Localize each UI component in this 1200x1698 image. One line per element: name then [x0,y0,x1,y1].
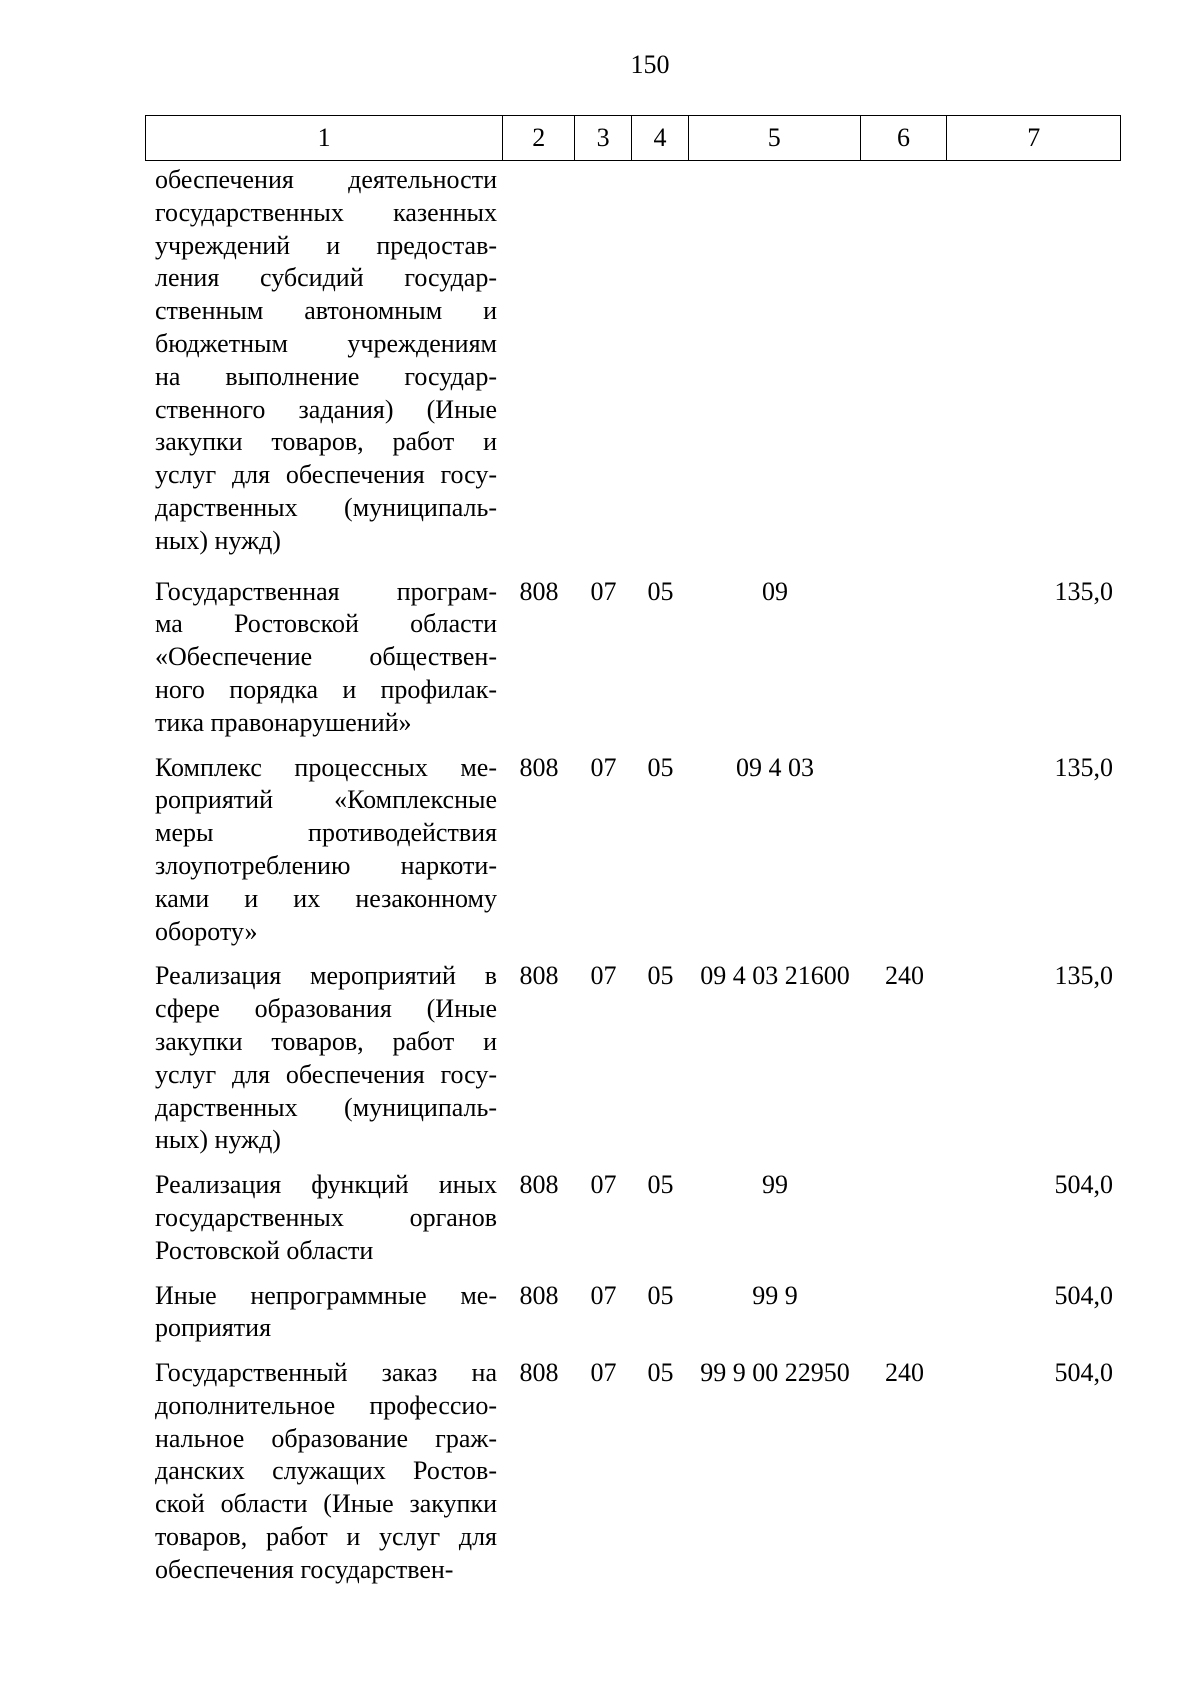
expense-type-cell [861,1169,948,1267]
row-name-line: закупки товаров, работ и [155,427,497,457]
row-name-line: нальное образование граж- [155,1423,497,1453]
row-name-cell [145,576,503,740]
row-name-line: Ростовской области [155,1235,374,1265]
row-name-line: ных) нужд) [155,1125,281,1155]
section-code-cell: 808 [519,752,559,782]
table-row [145,1280,1121,1346]
table-body [145,164,1121,1599]
column-header-6: 6 [861,116,948,160]
section-code-cell: 808 [519,961,559,991]
subsection-code-cell: 05 [647,752,674,782]
subsection-code-cell: 05 [647,1358,674,1388]
chapter-code-cell: 07 [590,961,617,991]
row-name-line: на выполнение государ- [155,361,497,391]
expense-type-cell [861,576,948,740]
row-name-cell [145,164,503,558]
row-name-line: бюджетным учреждениям [155,328,497,358]
subsection-code-cell: 05 [647,576,674,606]
column-header-7: 7 [1027,123,1041,152]
chapter-code-cell: 07 [590,1280,617,1310]
amount-cell: 135,0 [1054,576,1113,606]
row-name-line: ных) нужд) [155,525,281,555]
target-article-cell [689,164,861,558]
row-name-line: ками и их незаконному [155,883,497,913]
row-name-line: закупки товаров, работ и [155,1026,497,1056]
chapter-code-cell: 07 [590,1170,617,1200]
expense-type-cell [861,752,948,949]
row-name-line: ма Ростовской области [155,609,497,639]
row-name-line: обеспечения государствен- [155,1554,454,1584]
amount-cell [948,164,1121,558]
target-article-cell: 09 4 03 [736,752,814,782]
row-name-line: данских служащих Ростов- [155,1456,497,1486]
row-name-cell [145,1357,503,1587]
row-name-line: дополнительное профессио- [155,1390,497,1420]
row-name-line: государственных казенных [155,197,497,227]
row-name-line: Государственный заказ на [155,1358,497,1388]
row-name-line: «Обеспечение обществен- [155,642,497,672]
expense-type-cell [861,1280,948,1346]
table-row [145,1169,1121,1267]
target-article-cell: 09 4 03 21600 [700,961,850,991]
table-header-row [145,115,1121,161]
column-header-1: 1 [146,116,503,160]
subsection-code-cell: 05 [647,961,674,991]
row-name-line: злоупотреблению наркоти- [155,850,497,880]
amount-cell: 504,0 [1054,1170,1113,1200]
row-name-cell [145,1169,503,1267]
expense-type-cell: 240 [885,1358,924,1388]
amount-cell: 504,0 [1054,1358,1113,1388]
row-name-line: обороту» [155,916,258,946]
row-name-cell [145,960,503,1157]
row-name-line: государственных органов [155,1202,497,1232]
table-row [145,164,1121,558]
row-name-line: учреждений и предостав- [155,230,497,260]
row-name-line: дарственных (муниципаль- [155,1092,497,1122]
column-header-4: 4 [632,116,689,160]
row-name-line: Реализация функций иных [155,1170,497,1200]
row-name-line: товаров, работ и услуг для [155,1522,497,1552]
row-name-line: дарственных (муниципаль- [155,492,497,522]
column-header-2: 2 [503,116,575,160]
target-article-cell: 99 9 00 22950 [700,1358,850,1388]
expense-type-cell: 240 [885,961,924,991]
chapter-code-cell [575,164,632,558]
row-name-line: Комплекс процессных ме- [155,752,497,782]
table-row [145,1357,1121,1587]
chapter-code-cell: 07 [590,1358,617,1388]
table-row [145,960,1121,1157]
row-name-line: меры противодействия [155,818,497,848]
row-name-line: ской области (Иные закупки [155,1489,497,1519]
section-code-cell: 808 [519,576,559,606]
row-name-line: ственным автономным и [155,296,497,326]
row-name-line: роприятия [155,1313,272,1343]
row-name-line: Государственная програм- [155,576,497,606]
chapter-code-cell: 07 [590,752,617,782]
row-name-cell [145,1280,503,1346]
row-name-line: Реализация мероприятий в [155,961,497,991]
column-header-3: 3 [575,116,632,160]
target-article-cell: 99 [762,1170,788,1200]
amount-cell: 504,0 [1054,1280,1113,1310]
row-name-line: Иные непрограммные ме- [155,1280,497,1310]
subsection-code-cell: 05 [647,1170,674,1200]
row-name-line: сфере образования (Иные [155,994,497,1024]
table-row [145,752,1121,949]
row-name-line: услуг для обеспечения госу- [155,460,497,490]
section-code-cell: 808 [519,1170,559,1200]
row-name-line: тика правонарушений» [155,707,412,737]
section-code-cell: 808 [519,1358,559,1388]
chapter-code-cell: 07 [590,576,617,606]
subsection-code-cell [632,164,689,558]
row-name-line: роприятий «Комплексные [155,785,497,815]
row-name-line: ления субсидий государ- [155,263,497,293]
target-article-cell: 99 9 [752,1280,798,1310]
row-name-line: ного порядка и профилак- [155,674,497,704]
expense-type-cell [861,164,948,558]
page-number: 150 [630,50,670,79]
row-name-line: обеспечения деятельности [155,165,497,194]
column-header-5: 5 [689,116,861,160]
subsection-code-cell: 05 [647,1280,674,1310]
row-name-line: ственного задания) (Иные [155,394,497,424]
section-code-cell: 808 [519,1280,559,1310]
target-article-cell: 09 [762,576,788,606]
table-row [145,576,1121,740]
amount-cell: 135,0 [1054,961,1113,991]
row-name-cell [145,752,503,949]
amount-cell: 135,0 [1054,752,1113,782]
row-name-line: услуг для обеспечения госу- [155,1059,497,1089]
section-code-cell [503,164,575,558]
